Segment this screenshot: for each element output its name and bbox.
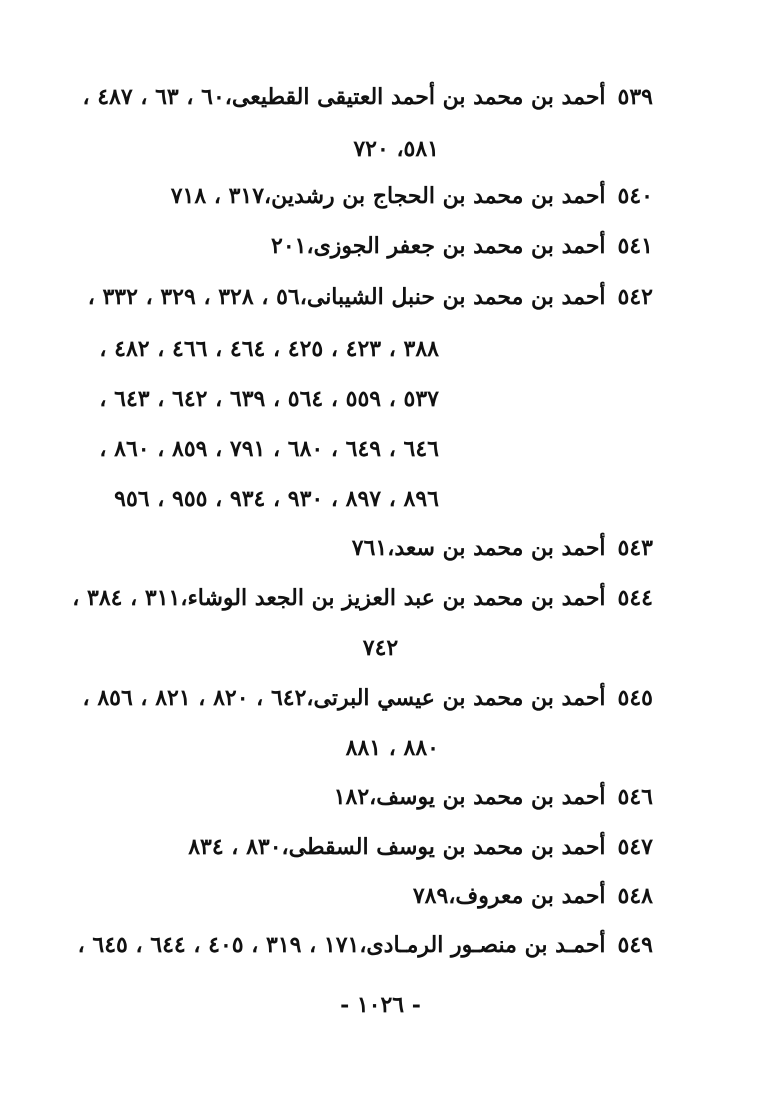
index-entry [334,782,653,812]
entry-text: أحمد بن محمد بن سعد،٧٦١ [351,535,606,561]
entry-text: أحمد بن محمد بن أحمد العتيقى القطيعى،٦٠ ، ٦٣ ، ٤٨٧ ، [82,84,606,110]
entry-number: ٥٤٥ [617,685,653,711]
entry-continuation: ٧٤٢ [362,635,399,661]
entry-number: ٥٤٨ [617,883,653,909]
entry-text: أحمد بن محمد بن جعفر الجوزى،٢٠١ [271,233,606,259]
entry-continuation: ٨٨٠ ، ٨٨١ [345,735,439,761]
entry-continuation: ٥٣٧ ، ٥٥٩ ، ٥٦٤ ، ٦٣٩ ، ٦٤٢ ، ٦٤٣ ، [99,386,439,412]
entry-text: أحمد بن محمد بن يوسف،١٨٢ [333,784,606,810]
entry-number: ٥٤٤ [617,585,653,611]
entry-text: أحمد بن محمد بن عيسي البرتى،٦٤٢ ، ٨٢٠ ، ٨٢١ ، ٨٥٦ ، [82,685,606,711]
entry-number: ٥٤٧ [617,834,653,860]
index-entry [82,82,653,112]
entry-number: ٥٤١ [617,233,653,259]
index-entry [72,583,653,613]
entry-text: أحمد بن محمد بن عبد العزيز بن الجعد الوشاء،٣١١ ، ٣٨٤ ، [72,585,606,611]
entry-number: ٥٣٩ [617,84,653,110]
entry-text: أحمد بن محمد بن الحجاج بن رشدين،٣١٧ ، ٧١٨ [170,183,606,209]
entry-continuation: ٦٤٦ ، ٦٤٩ ، ٦٨٠ ، ٧٩١ ، ٨٥٩ ، ٨٦٠ ، [99,436,439,462]
entry-text: أحمـد بن منصـور الرمـادى،١٧١ ، ٣١٩ ، ٤٠٥ ، ٦٤٤ ، ٦٤٥ ، [77,932,606,958]
entry-number: ٥٤٣ [617,535,653,561]
entry-text: أحمد بن معروف،٧٨٩ [412,883,606,909]
index-entry [188,832,653,862]
index-entry [271,231,653,261]
entry-text: أحمد بن محمد بن حنبل الشيبانى،٥٦ ، ٣٢٨ ، ٣٢٩ ، ٣٣٢ ، [87,284,606,310]
entry-continuation: ٥٨١، ٧٢٠ [353,136,439,162]
entry-continuation: ٣٨٨ ، ٤٢٣ ، ٤٢٥ ، ٤٦٤ ، ٤٦٦ ، ٤٨٢ ، [99,336,439,362]
index-entry [88,282,653,312]
entry-number: ٥٤٩ [617,932,653,958]
entry-number: ٥٤٦ [617,784,653,810]
page-number: - ١٠٢٦ - [340,992,421,1018]
index-entry [78,930,653,960]
index-entry [413,881,653,911]
entry-continuation: ٨٩٦ ، ٨٩٧ ، ٩٣٠ ، ٩٣٤ ، ٩٥٥ ، ٩٥٦ [114,486,439,512]
entry-number: ٥٤٠ [617,183,653,209]
index-entry [171,181,653,211]
index-entry [352,533,653,563]
entry-text: أحمد بن محمد بن يوسف السقطى،٨٣٠ ، ٨٣٤ [188,834,606,860]
entry-number: ٥٤٢ [617,284,653,310]
index-entry [83,683,653,713]
